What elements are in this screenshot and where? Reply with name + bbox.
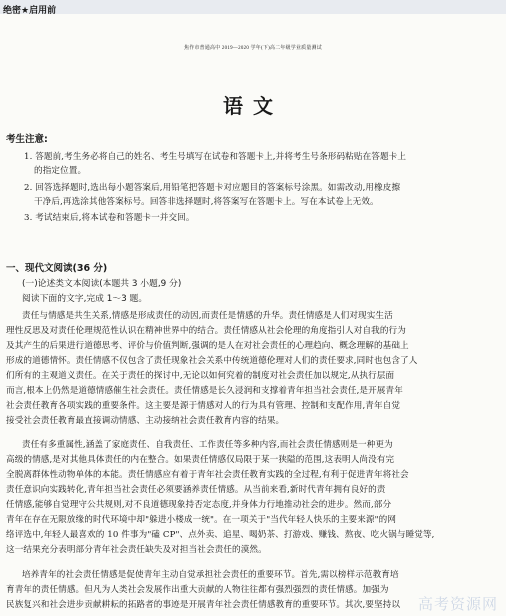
passage-line: 及其产生的后果进行道德思考、评价与价值判断,强调的是人在对社会责任的心理趋向、概念理解的基础上 — [6, 341, 409, 351]
passage-line: 民族复兴和社会进步贡献耕耘的拓路者的事迹是开展青年社会责任情感教育的重要环节。其次,要坚持以 — [6, 600, 401, 610]
notes-line: 的指定位置。 — [34, 166, 87, 176]
passage-line: 接受社会责任教育最直接调动情感、主动接纳社会责任教育内容的结果。 — [6, 416, 285, 426]
exam-title: 焦作市普通高中 2019—2020 学年(下)高二年级学业质量测试 — [184, 46, 322, 51]
passage-line: 这一结果充分表明部分青年社会责任缺失及对担当社会责任的漠然。 — [6, 545, 267, 555]
notes-line: 1. 答题前,考生务必将自己的姓名、考生号填写在试卷和答题卡上,并将考生号条形码粘贴在答题卡上 — [24, 152, 407, 162]
passage-line: 任情感,能够自觉理守公共规则,对不良道德现象持否定态度,并身体力行地推动社会的进步。然而,部分 — [6, 500, 392, 510]
watermark: 高考资源网 — [417, 595, 498, 613]
passage-line: 社会责任教育各项实践的重要条件。这主要是源于情感对人的行为具有管理、控制和支配作用,青年自觉 — [6, 401, 401, 411]
passage-line: 理性反思及对责任伦理规范性认识在精神世界中的结合。责任情感从社会伦理的角度指引人对自我的行为 — [6, 326, 406, 336]
passage-line: 责任有多重属性,涵盖了家庭责任、自我责任、工作责任等多种内容,而社会责任情感则是一种更为 — [22, 440, 393, 450]
instruction: 阅读下面的文字,完成 1～3 题。 — [22, 294, 148, 304]
passage-line: 高级的情感,是对其他具体责任的内在整合。如果责任情感仅局限于某一狭隘的范围,这表明人尚没有完 — [6, 455, 395, 465]
passage-line: 形成的道德情怀。责任情感不仅包含了责任现象社会关系中传统道德伦理对人们的责任要求,同时也包含了人 — [6, 356, 418, 366]
passage-line: 全脱离群体性动物单体的本能。责任情感应有着于青年社会责任教育实践的全过程,有利于促进青年将社会 — [6, 470, 409, 480]
notes-line: 2. 回答选择题时,选出每小题答案后,用铅笔把答题卡对应题目的答案标号涂黑。如需改动,用橡皮擦 — [24, 183, 401, 193]
notes-heading: 考生注意: — [6, 134, 48, 145]
passage-line: 育青年的责任情感。但凡为人类社会发展作出重大贡献的人物往往都有强烈强烈的责任情感。加强为 — [6, 585, 389, 595]
notes-line: 干净后,再选涂其他答案标号。回答非选择题时,将答案写在答题卡上。写在本试卷上无效。 — [34, 197, 379, 207]
secret-label: 绝密★启用前 — [3, 6, 57, 16]
top-bar — [0, 0, 506, 14]
passage-line: 责任意识向实践转化,青年担当社会责任必须要涵养责任情感。从当前来看,新时代青年拥有良好的责 — [6, 485, 386, 495]
passage-line: 责任与情感是共生关系,情感是形成责任的动因,而责任是情感的升华。责任情感是人们对现实生活 — [22, 311, 393, 321]
notes-line: 3. 考试结束后,将本试卷和答题卡一并交回。 — [24, 213, 195, 223]
subject-title: 语文 — [223, 94, 283, 118]
passage-line: 培养青年的社会责任情感是促使青年主动自觉承担社会责任的重要环节。首先,需以榜样示范教育培 — [22, 570, 399, 580]
section-heading: 一、现代文阅读(36 分) — [6, 263, 108, 274]
passage-line: 络评选中,年轻人最喜欢的 10 件事为"磕 CP"、点外卖、追星、喝奶茶、打游戏、赚钱、熬夜、吃火锅与睡觉等, — [6, 530, 435, 540]
passage-line: 们所有的主观道义责任。在关于责任的探讨中,无论以如何究着的制度对社会责任加以规定,从执行层面 — [6, 371, 395, 381]
subsection-heading: (一)论述类文本阅读(本题共 3 小题,9 分) — [22, 279, 182, 289]
passage-line: 青年在存在无限放缘的时代环境中却"躲进小楼成一统"。在一项关于"当代年轻人快乐的主要来源"的网 — [6, 515, 397, 525]
passage-line: 而言,根本上仍然是道德情感催生社会责任。责任情感是长久浸润和支撑着青年担当社会责任,是开展青年 — [6, 386, 403, 396]
